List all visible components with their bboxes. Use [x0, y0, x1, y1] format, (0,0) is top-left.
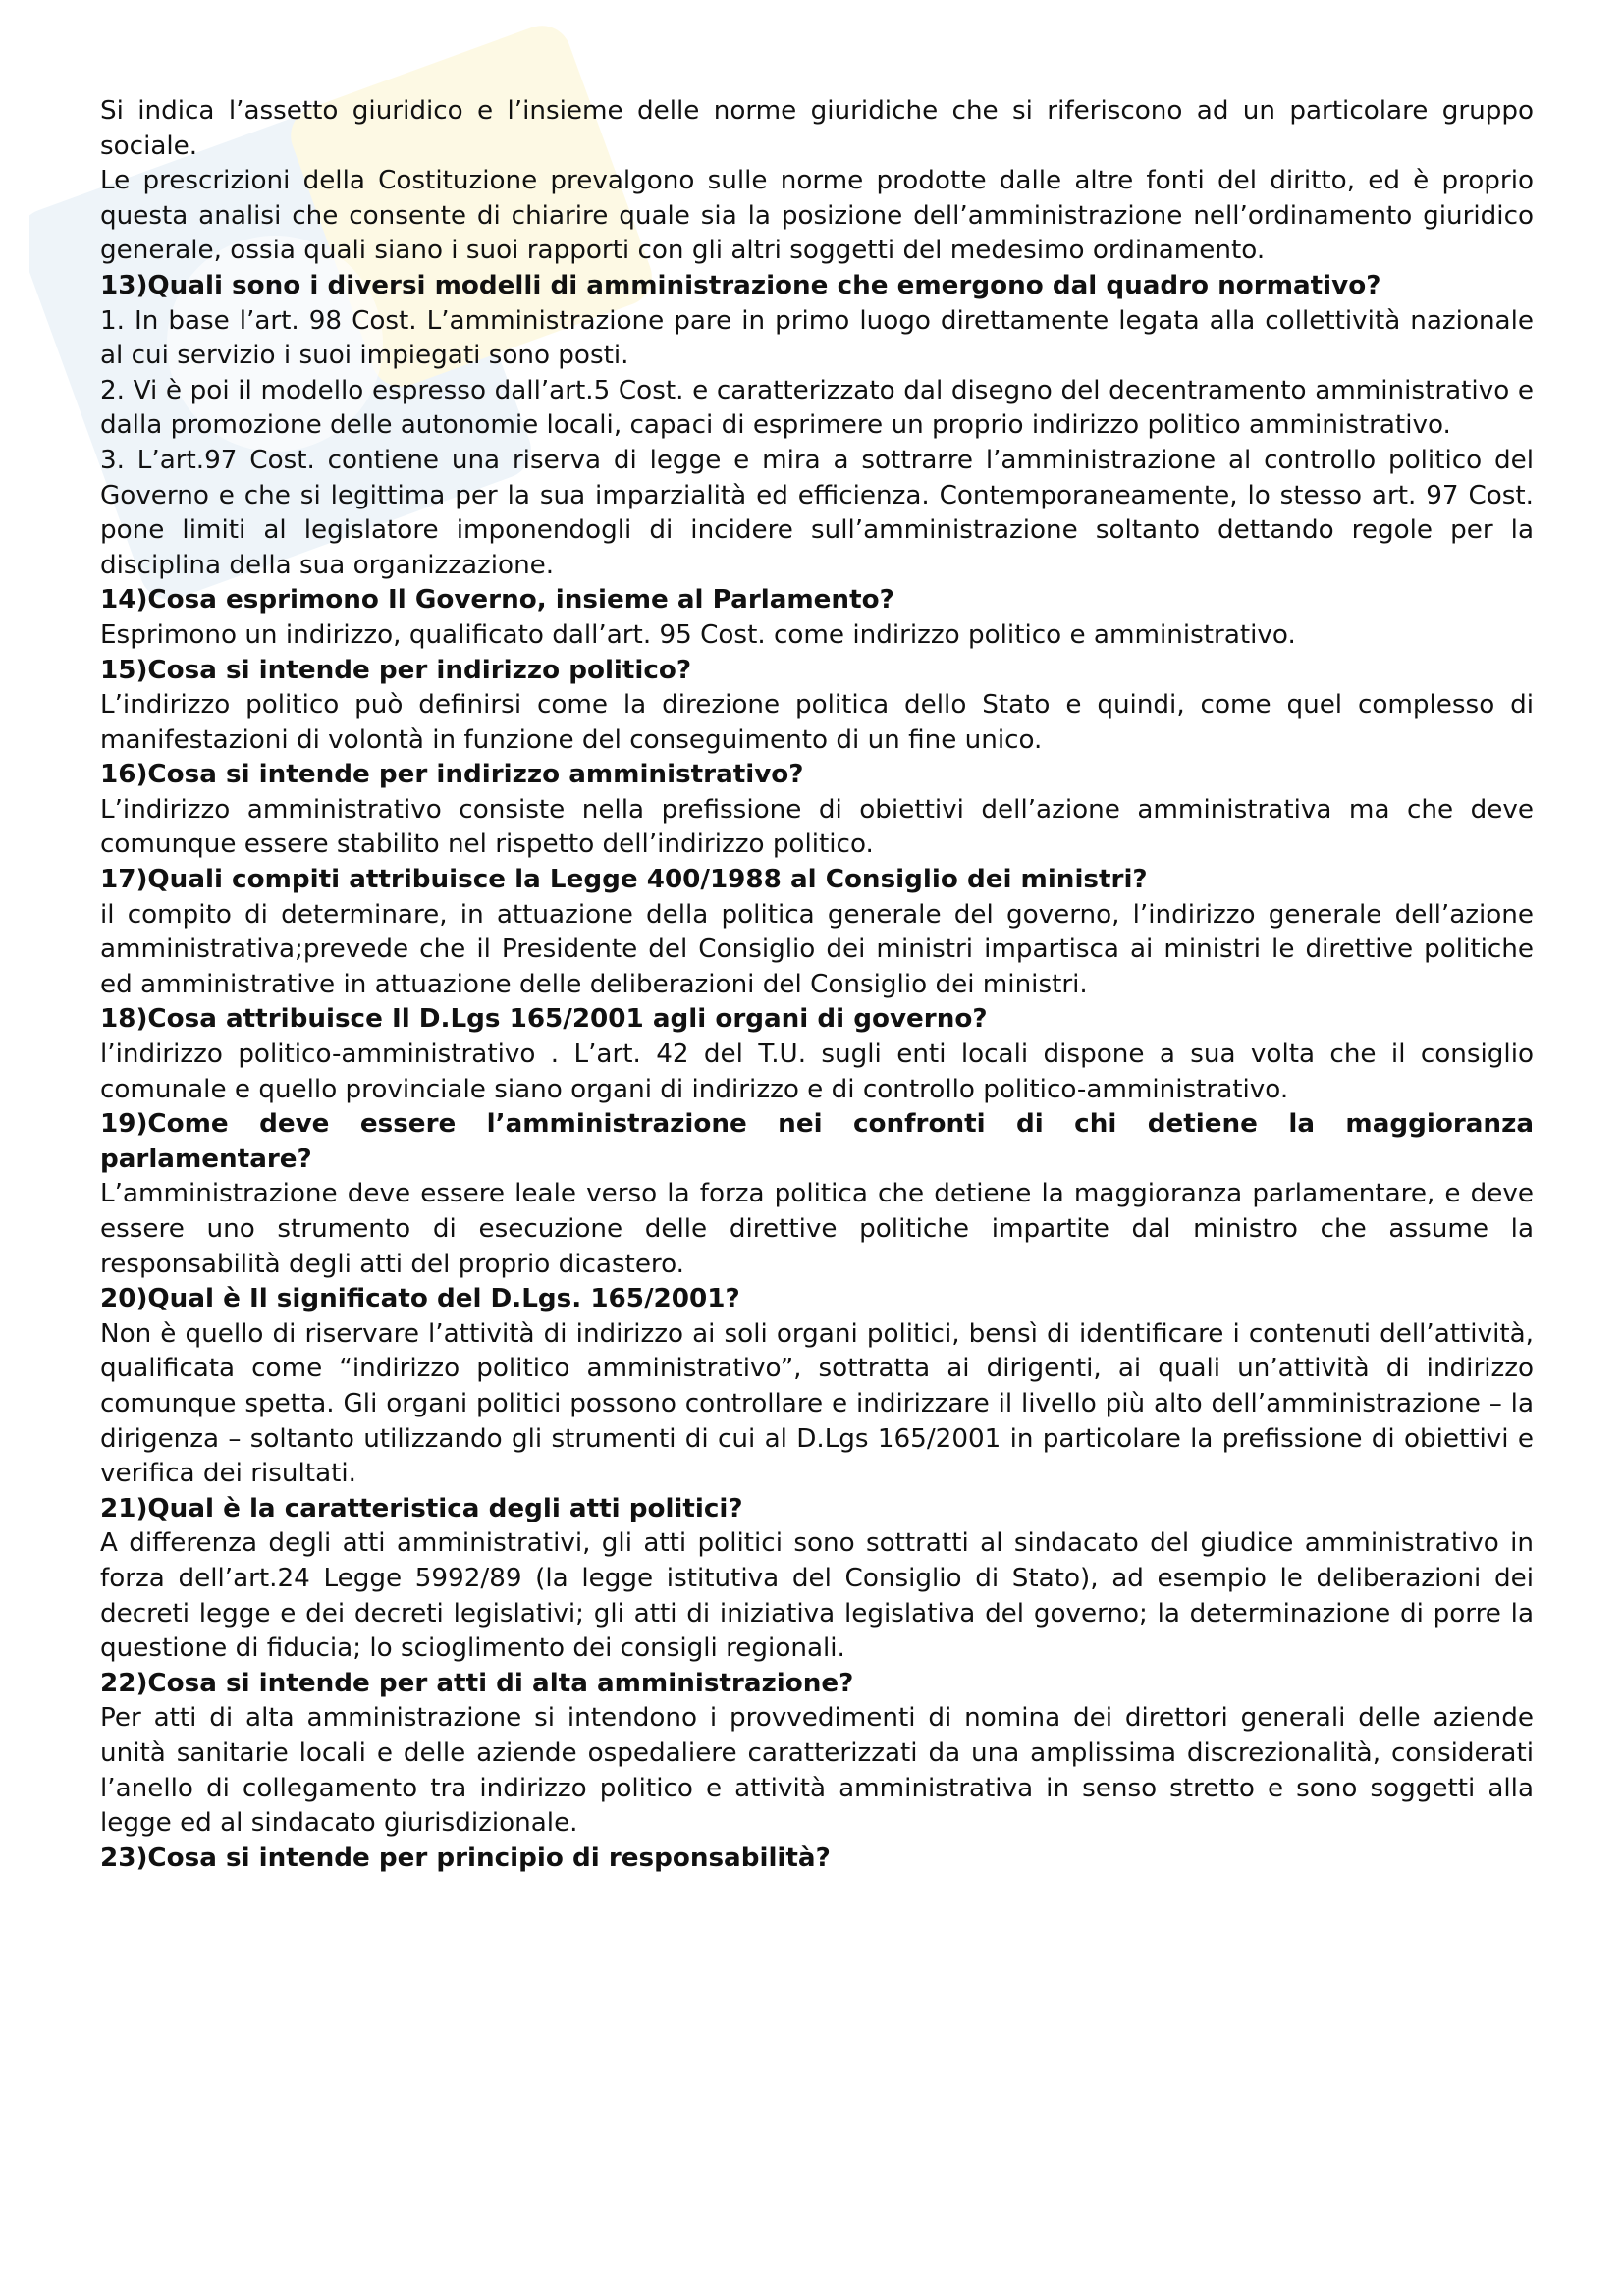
body-paragraph: 3. L’art.97 Cost. contiene una riserva di legge e mira a sottrarre l’amministrazione al controllo politico del Governo e che si legittima per la sua imparzialità ed efficienza. Contemporaneamente, lo stesso art. 97 Cost. pone limiti al legislatore imponendogli di incidere sull’amministrazione soltanto dettando regole per la disciplina della sua organizzazione.: [100, 445, 1534, 580]
body-paragraph: 2. Vi è poi il modello espresso dall’art.5 Cost. e caratterizzato dal disegno del decentramento amministrativo e dalla promozione delle autonomie locali, capaci di esprimere un proprio indirizzo politico amministrativo.: [100, 375, 1534, 441]
body-paragraph: Per atti di alta amministrazione si intendono i provvedimenti di nomina dei direttori generali delle aziende unità sanitarie locali e delle aziende ospedaliere caratterizzati da una amplissima discrezionalità, considerati l’anello di collegamento tra indirizzo politico e attività amministrativa in senso stretto e sono soggetti alla legge ed al sindacato giurisdizionale.: [100, 1703, 1534, 1839]
question-heading: 19)Come deve essere l’amministrazione nei confronti di chi detiene la maggioranza parlamentare?: [100, 1109, 1534, 1174]
question-heading: 21)Qual è la caratteristica degli atti politici?: [100, 1493, 743, 1523]
question-heading: 14)Cosa esprimono Il Governo, insieme al Parlamento?: [100, 585, 894, 615]
question-heading: 13)Quali sono i diversi modelli di amministrazione che emergono dal quadro normativo?: [100, 270, 1381, 300]
body-paragraph: Le prescrizioni della Costituzione prevalgono sulle norme prodotte dalle altre fonti del diritto, ed è proprio questa analisi che consente di chiarire quale sia la posizione dell’amministrazione nell’ordinamento giuridico generale, ossia quali siano i suoi rapporti con gli altri soggetti del medesimo ordinamento.: [100, 166, 1534, 266]
body-paragraph: L’indirizzo amministrativo consiste nella prefissione di obiettivi dell’azione amministrativa ma che deve comunque essere stabilito nel rispetto dell’indirizzo politico.: [100, 794, 1534, 860]
body-paragraph: il compito di determinare, in attuazione della politica generale del governo, l’indirizzo generale dell’azione amministrativa;prevede che il Presidente del Consiglio dei ministri impartisca ai ministri le direttive politiche ed amministrative in attuazione delle deliberazioni del Consiglio dei ministri.: [100, 899, 1534, 999]
body-paragraph: Non è quello di riservare l’attività di indirizzo ai soli organi politici, bensì di identificare i contenuti dell’attività, qualificata come “indirizzo politico amministrativo”, sottratta ai dirigenti, ai quali un’attività di indirizzo comunque spetta. Gli organi politici possono controllare e indirizzare il livello più alto dell’amministrazione – la dirigenza – soltanto utilizzando gli strumenti di cui al D.Lgs 165/2001 in particolare la prefissione di obiettivi e verifica dei risultati.: [100, 1318, 1534, 1489]
body-paragraph: l’indirizzo politico-amministrativo . L’art. 42 del T.U. sugli enti locali dispone a sua volta che il consiglio comunale e quello provinciale siano organi di indirizzo e di controllo politico-amministrativo.: [100, 1040, 1534, 1104]
question-heading: 20)Qual è Il significato del D.Lgs. 165/2001?: [100, 1284, 740, 1314]
document-page: [100, 94, 1534, 1876]
question-heading: 18)Cosa attribuisce Il D.Lgs 165/2001 agli organi di governo?: [100, 1004, 988, 1035]
question-heading: 15)Cosa si intende per indirizzo politico?: [100, 655, 692, 685]
body-paragraph: A differenza degli atti amministrativi, gli atti politici sono sottratti al sindacato del giudice amministrativo in forza dell’art.24 Legge 5992/89 (la legge istitutiva del Consiglio di Stato), ad esempio le deliberazioni dei decreti legge e dei decreti legislativi; gli atti di iniziativa legislativa del governo; la determinazione di porre la questione di fiducia; lo scioglimento dei consigli regionali.: [100, 1528, 1534, 1664]
body-paragraph: L’indirizzo politico può definirsi come la direzione politica dello Stato e quindi, come quel complesso di manifestazioni di volontà in funzione del conseguimento di un fine unico.: [100, 690, 1534, 755]
body-paragraph: Esprimono un indirizzo, qualificato dall’art. 95 Cost. come indirizzo politico e amministrativo.: [100, 619, 1296, 650]
question-heading: 23)Cosa si intende per principio di responsabilità?: [100, 1842, 831, 1873]
body-paragraph: Si indica l’assetto giuridico e l’insieme delle norme giuridiche che si riferiscono ad un particolare gruppo sociale.: [100, 96, 1534, 161]
question-heading: 17)Quali compiti attribuisce la Legge 400/1988 al Consiglio dei ministri?: [100, 865, 1148, 895]
question-heading: 16)Cosa si intende per indirizzo amministrativo?: [100, 760, 804, 790]
body-paragraph: L’amministrazione deve essere leale verso la forza politica che detiene la maggioranza parlamentare, e deve essere uno strumento di esecuzione delle direttive politiche impartite dal ministro che assume la responsabilità degli atti del proprio dicastero.: [100, 1179, 1534, 1279]
question-heading: 22)Cosa si intende per atti di alta amministrazione?: [100, 1668, 854, 1698]
body-paragraph: 1. In base l’art. 98 Cost. L’amministrazione pare in primo luogo direttamente legata alla collettività nazionale al cui servizio i suoi impiegati sono posti.: [100, 305, 1534, 371]
